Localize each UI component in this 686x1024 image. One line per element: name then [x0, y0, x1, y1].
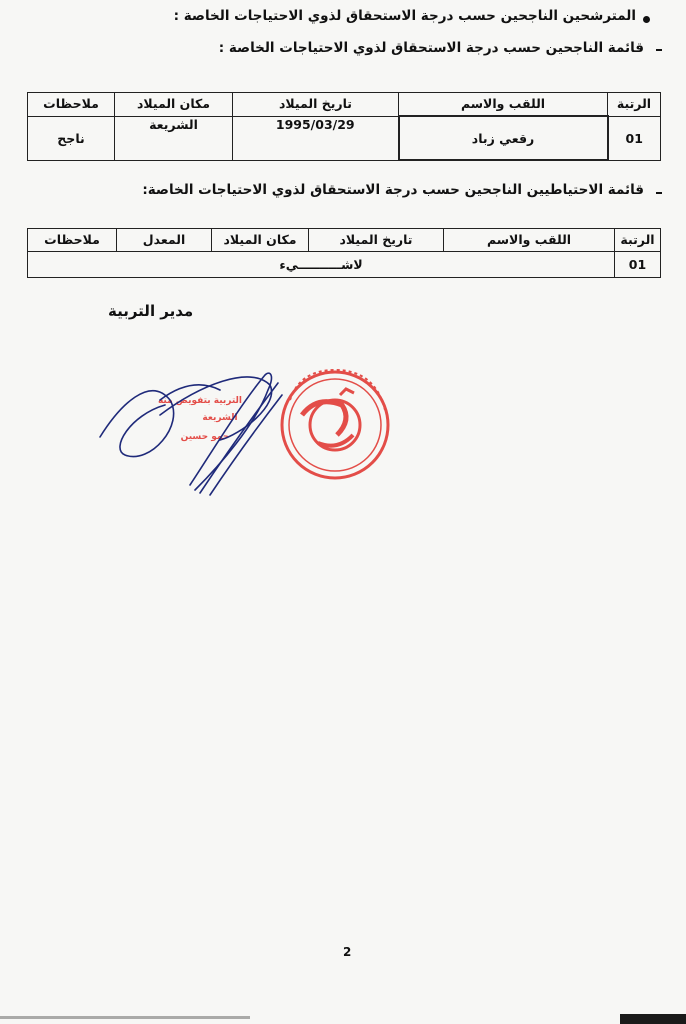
- header-notes: ملاحظات: [28, 229, 117, 252]
- stamp-line-2: الشريعة: [202, 413, 238, 423]
- header-name: اللقب والاسم: [399, 93, 608, 117]
- header-avg: المعدل: [117, 229, 212, 252]
- stamp-text: [158, 396, 242, 442]
- dash-marker: [656, 192, 662, 194]
- cell-pob: الشريعة: [115, 116, 233, 160]
- bullet-icon: [643, 16, 650, 23]
- header-dob: تاريخ الميلاد: [233, 93, 399, 117]
- cell-rank: 01: [608, 116, 661, 160]
- header-name: اللقب والاسم: [444, 229, 615, 252]
- dash-marker: [656, 49, 662, 51]
- table-header-row: [28, 93, 661, 117]
- header-rank: الرتبة: [608, 93, 661, 117]
- table-row: [28, 252, 661, 278]
- cell-name: رقعي زباد: [399, 116, 608, 160]
- section2-title: قائمة الاحتياطيين الناجحين حسب درجة الاستحقاق لذوي الاحتياجات الخاصة:: [142, 182, 644, 198]
- header-pob: مكان الميلاد: [212, 229, 309, 252]
- stamp-line-3: حمو حسين: [180, 432, 230, 442]
- official-stamp-and-signature: [90, 345, 400, 505]
- cell-empty: لاشــــــــــيء: [28, 252, 615, 278]
- table-header-row: [28, 229, 661, 252]
- header-dob: تاريخ الميلاد: [309, 229, 444, 252]
- table-row: [28, 116, 661, 160]
- header-notes: ملاحظات: [28, 93, 115, 117]
- stamp-line-1: التربية بتفويض منه: [157, 396, 243, 406]
- cell-rank: 01: [615, 252, 661, 278]
- main-heading: المترشحين الناجحين حسب درجة الاستحقاق لذوي الاحتياجات الخاصة :: [173, 8, 636, 24]
- header-pob: مكان الميلاد: [115, 93, 233, 117]
- scan-edge: [620, 1014, 686, 1024]
- page-number: 2: [343, 945, 352, 959]
- reserves-table: [27, 228, 661, 278]
- header-rank: الرتبة: [615, 229, 661, 252]
- cell-dob: 1995/03/29: [233, 116, 399, 160]
- scan-edge: [0, 1016, 250, 1019]
- winners-table: [27, 92, 661, 161]
- stamp-seal: [282, 370, 388, 478]
- section1-title: قائمة الناجحين حسب درجة الاستحقاق لذوي الاحتياجات الخاصة :: [218, 40, 644, 56]
- signature-title: مدير التربية: [108, 302, 194, 320]
- cell-notes: ناجح: [28, 116, 115, 160]
